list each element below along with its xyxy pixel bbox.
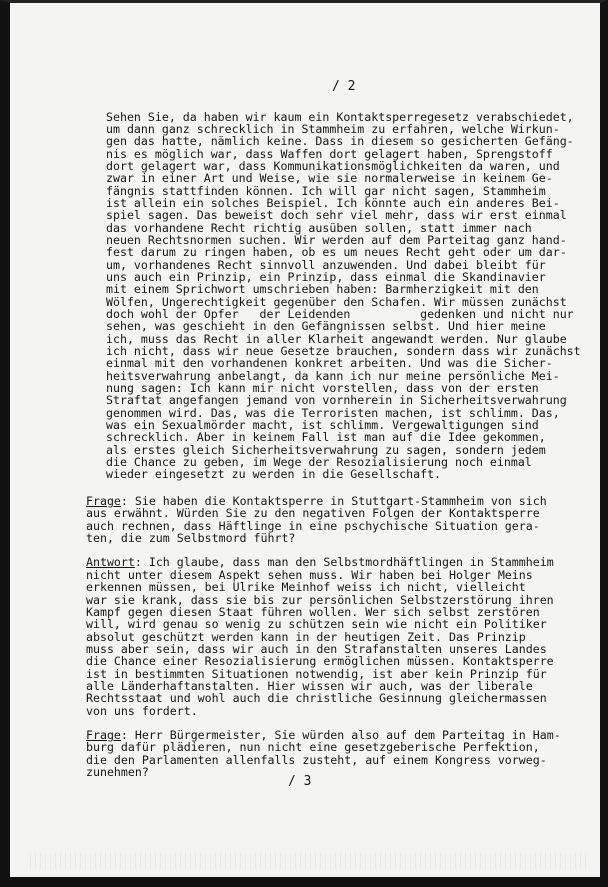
text-line: die Chance zu geben, im Wege der Resozialisierung noch einmal xyxy=(106,455,532,469)
text-line: erkennen müssen, bei Ulrike Meinhof weiss ich nicht, vielleicht xyxy=(86,580,526,594)
text-line: Frage: Herr Bürgermeister, Sie würden also auf dem Parteitag in Ham- xyxy=(86,728,561,742)
text-line: neuen Rechtsnormen suchen. Wir werden auf dem Parteitag ganz hand- xyxy=(106,233,567,247)
text-line: die Chance einer Resozialisierung ermöglichen müssen. Kontaktsperre xyxy=(86,654,554,668)
text-line: ten, die zum Selbstmord führt? xyxy=(86,531,296,545)
text-line: die den Parlamenten allenfalls zusteht, auf einem Kongress vorweg- xyxy=(86,753,547,767)
text-line: mit einem Sprichwort umschrieben haben: Barmherzigkeit mit den xyxy=(106,282,539,296)
text-line: wieder eingesetzt zu werden in die Gesellschaft. xyxy=(106,467,442,481)
text-line: gen das hatte, nämlich keine. Dass in diesem so gesicherten Gefäng- xyxy=(106,134,574,148)
text-line: Straftat angefangen jemand von vornherein in Sicherheitsverwahrung xyxy=(106,393,567,407)
text-line: auch rechnen, dass Häftlinge in eine pschychische Situation gera- xyxy=(86,519,540,533)
text-line: fest darum zu ringen haben, ob es um neues Recht geht oder um dar- xyxy=(106,245,567,259)
text-line: nung sagen: Ich kann mir nicht vorstellen, dass von der ersten xyxy=(106,381,539,395)
text-line: Frage: Sie haben die Kontaktsperre in Stuttgart-Stammheim von sich xyxy=(86,494,547,508)
text-line: was ein Sexualmörder macht, ist schlimm. Vergewaltigungen sind xyxy=(106,418,539,432)
text-line: alle Länderhaftanstalten. Hier wissen wir auch, was der liberale xyxy=(86,679,533,693)
text-line: als erstes gleich Sicherheitsverwahrung zu sagen, sondern jedem xyxy=(106,443,546,457)
text-line: nicht unter diesem Aspekt sehen muss. Wir haben bei Holger Meins xyxy=(86,568,533,582)
speaker-label: Frage xyxy=(86,728,121,742)
text-line: ich, muss das Recht in aller Klarheit angewandt werden. Nur glaube xyxy=(106,332,567,346)
text-line: Rechtsstaat und wohl auch die christliche Gesinnung gleichermassen xyxy=(86,691,547,705)
speaker-label: Frage xyxy=(86,494,121,508)
text-line: spiel sagen. Das beweist doch sehr viel mehr, dass wir erst einmal xyxy=(106,208,567,222)
text-line: absolut geschützt werden kann in der heutigen Zeit. Das Prinzip xyxy=(86,630,526,644)
text-line: einmal mit den vorhandenen konkret arbeiten. Und was die Sicher- xyxy=(106,356,553,370)
text-line: ist allein ein solches Beispiel. Ich könnte auch ein anderes Bei- xyxy=(106,196,560,210)
text-line: sehen, was geschieht in den Gefängnissen selbst. Und hier meine xyxy=(106,319,546,333)
text-line: doch wohl der Opfer der Leidenden gedenken und nicht nur xyxy=(106,307,574,321)
scan-noise xyxy=(30,853,590,869)
text-line: will, wird genau so wenig zu schützen sein wie nicht ein Politiker xyxy=(86,617,547,631)
text-line: von uns fordert. xyxy=(86,704,198,718)
page-number-top: / 2 xyxy=(332,79,356,94)
text-line: Antwort: Ich glaube, dass man den Selbstmordhäftlingen in Stammheim xyxy=(86,555,554,569)
text-line: Wölfen, Ungerechtigkeit gegenüber den Schafen. Wir müssen zunächst xyxy=(106,295,567,309)
text-line: Kampf gegen diesen Staat führen wollen. Wer sich selbst zerstören xyxy=(86,605,540,619)
text-line: muss aber sein, dass wir auch in den Strafanstalten unseres Landes xyxy=(86,642,547,656)
text-line: um, vorhandenes Recht sinnvoll anzuwenden. Und dabei bleibt für xyxy=(106,258,546,272)
text-line: um dann ganz schrecklich in Stammheim zu erfahren, welche Wirkun- xyxy=(106,122,560,136)
text-line: zunehmen? xyxy=(86,765,149,779)
text-line: das vorhandene Recht richtig ausüben sollen, statt immer nach xyxy=(106,221,532,235)
text-line: zwar in einer Art und Weise, wie sie normalerweise in keinem Ge- xyxy=(106,171,553,185)
text-line: nis es möglich war, dass Waffen dort gelagert haben, Sprengstoff xyxy=(106,147,553,161)
text-line: genommen wird. Das, was die Terroristen machen, ist schlimm. Das, xyxy=(106,406,560,420)
text-line: aus erwähnt. Würden Sie zu den negativen Folgen der Kontaktsperre xyxy=(86,506,540,520)
text-line: fängnis stattfinden können. Ich will gar nicht sagen, Stammheim xyxy=(106,184,546,198)
text-line: uns auch ein Prinzip, ein Prinzip, dass einmal die Skandinavier xyxy=(106,270,546,284)
text-line: war sie krank, dass sie bis zur persönlichen Selbstzerstörung ihren xyxy=(86,593,554,607)
text-line: Sehen Sie, da haben wir kaum ein Kontaktsperregesetz verabschiedet, xyxy=(106,110,574,124)
text-line: dort gelagert war, dass Kommunikationsmöglichkeiten da waren, und xyxy=(106,159,560,173)
text-line: heitsverwahrung anbelangt, da kann ich nur meine persönliche Mei- xyxy=(106,369,560,383)
page-number-bottom: / 3 xyxy=(288,774,312,789)
text-line: ist in bestimmten Situationen notwendig, ist aber kein Prinzip für xyxy=(86,667,547,681)
speaker-label: Antwort xyxy=(86,555,135,569)
text-line: schrecklich. Aber in keinem Fall ist man auf die Idee gekommen, xyxy=(106,430,546,444)
text-line: burg dafür plädieren, nun nicht eine gesetzgeberische Perfektion, xyxy=(86,740,540,754)
text-line: ich nicht, dass wir neue Gesetze brauchen, sondern dass wir zunächst xyxy=(106,344,581,358)
